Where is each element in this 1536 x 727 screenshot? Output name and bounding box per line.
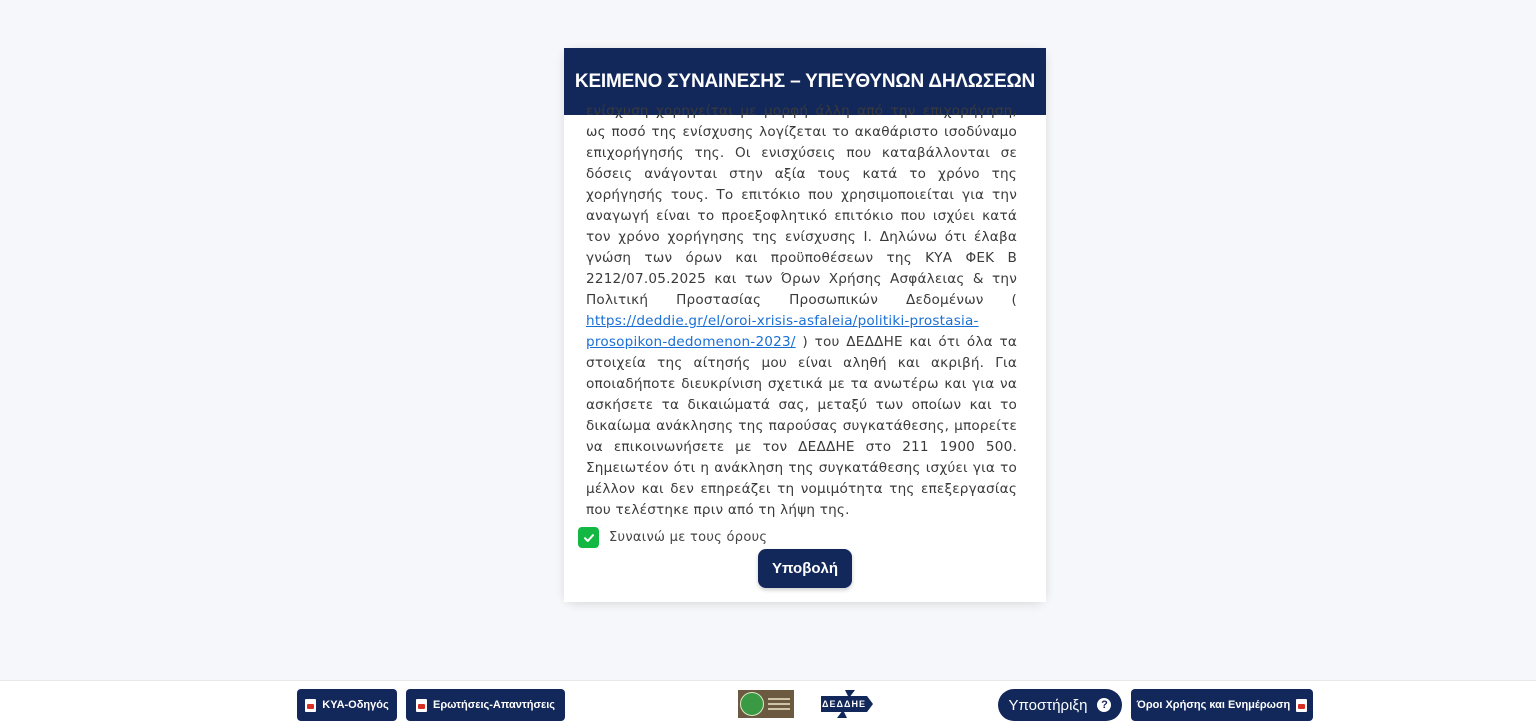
pdf-icon	[416, 699, 427, 712]
consent-scroll-area[interactable]	[564, 103, 1046, 565]
faq-button[interactable]	[406, 689, 565, 721]
consent-text	[586, 101, 1017, 521]
support-label: Υποστήριξη	[1008, 696, 1088, 714]
consent-text-partial-top: ενίσχυση χορηγείται με μορφή άλλη από την επιχορήγηση, ως	[586, 103, 1017, 140]
kya-guide-label: ΚΥΑ-Οδηγός	[322, 699, 389, 711]
agree-label: Συναινώ με τους όρους	[609, 530, 768, 545]
ministry-logo-lines	[768, 698, 790, 710]
support-button[interactable]	[998, 689, 1122, 721]
kya-guide-button[interactable]	[297, 689, 397, 721]
pdf-icon	[1296, 699, 1307, 712]
agree-row	[578, 527, 767, 548]
agree-checkbox[interactable]	[578, 527, 599, 548]
submit-button[interactable]: Υποβολή	[758, 549, 852, 588]
consent-modal	[564, 48, 1046, 602]
modal-footer	[564, 518, 1046, 602]
pdf-icon	[305, 699, 316, 712]
ministry-logo	[738, 690, 794, 718]
privacy-policy-link[interactable]: https://deddie.gr/el/oroi-xrisis-asfaleia/politiki-prostasia-prosopikon-dedomenon-2023/	[586, 313, 979, 350]
check-icon	[583, 532, 595, 544]
terms-button[interactable]	[1131, 689, 1313, 721]
terms-label: Όροι Χρήσης και Ενημέρωση	[1136, 699, 1291, 711]
bottom-bar	[0, 680, 1536, 727]
consent-text-after-link: ) του ΔΕΔΔΗΕ και ότι όλα τα στοιχεία της αίτησής μου είναι αληθή και ακριβή. Για οποιαδήποτε διευκρίνιση σχετικά με τα ανωτέρω και για να ασκήσετε τα δικαιώματά σας, μεταξύ των οποίων και το δικαίωμα ανάκλησης της παρούσας συγκατάθεσης, μπορείτε να επικοινωνήσετε με τον ΔΕΔΔΗΕ στο 211 1900 500. Σημειωτέον ότι η ανάκληση της συγκατάθεσης ισχύει για το μέλλον και δεν επηρεάζει τη νομιμότητα της επεξεργασίας που τελέστηκε πριν από τη λήψη της.	[586, 334, 1018, 518]
deddie-logo-text: ΔΕΔΔΗΕ	[822, 699, 866, 709]
faq-label: Ερωτήσεις-Απαντήσεις	[432, 699, 556, 711]
consent-text-before-link: ποσό της ενίσχυσης λογίζεται το ακαθάριστο ισοδύναμο επιχορήγησής της. Οι ενισχύσεις που καταβάλλονται σε δόσεις ανάγονται στην αξία τους κατά το χρόνο της χορήγησής τους. Το επιτόκιο που χρησιμοποιείται για την αναγωγή είναι το προεξοφλητικό επιτόκιο που ισχύει κατά τον χρόνο χορήγησης της ενίσχυσης Ι. Δηλώνω ότι έλαβα γνώση των όρων και προϋποθέσεων της ΚΥΑ ΦΕΚ Β 2212/07.05.2025 και των Όρων Χρήσης Ασφάλειας & την Πολιτική Προστασίας Προσωπικών Δεδομένων (	[586, 124, 1018, 308]
deddie-logo	[815, 690, 873, 718]
question-circle-icon: ?	[1097, 698, 1111, 712]
ministry-seal-icon	[740, 692, 764, 716]
modal-title: ΚΕΙΜΕΝΟ ΣΥΝΑΙΝΕΣΗΣ – ΥΠΕΥΘΥΝΩΝ ΔΗΛΩΣΕΩΝ	[564, 48, 1046, 115]
